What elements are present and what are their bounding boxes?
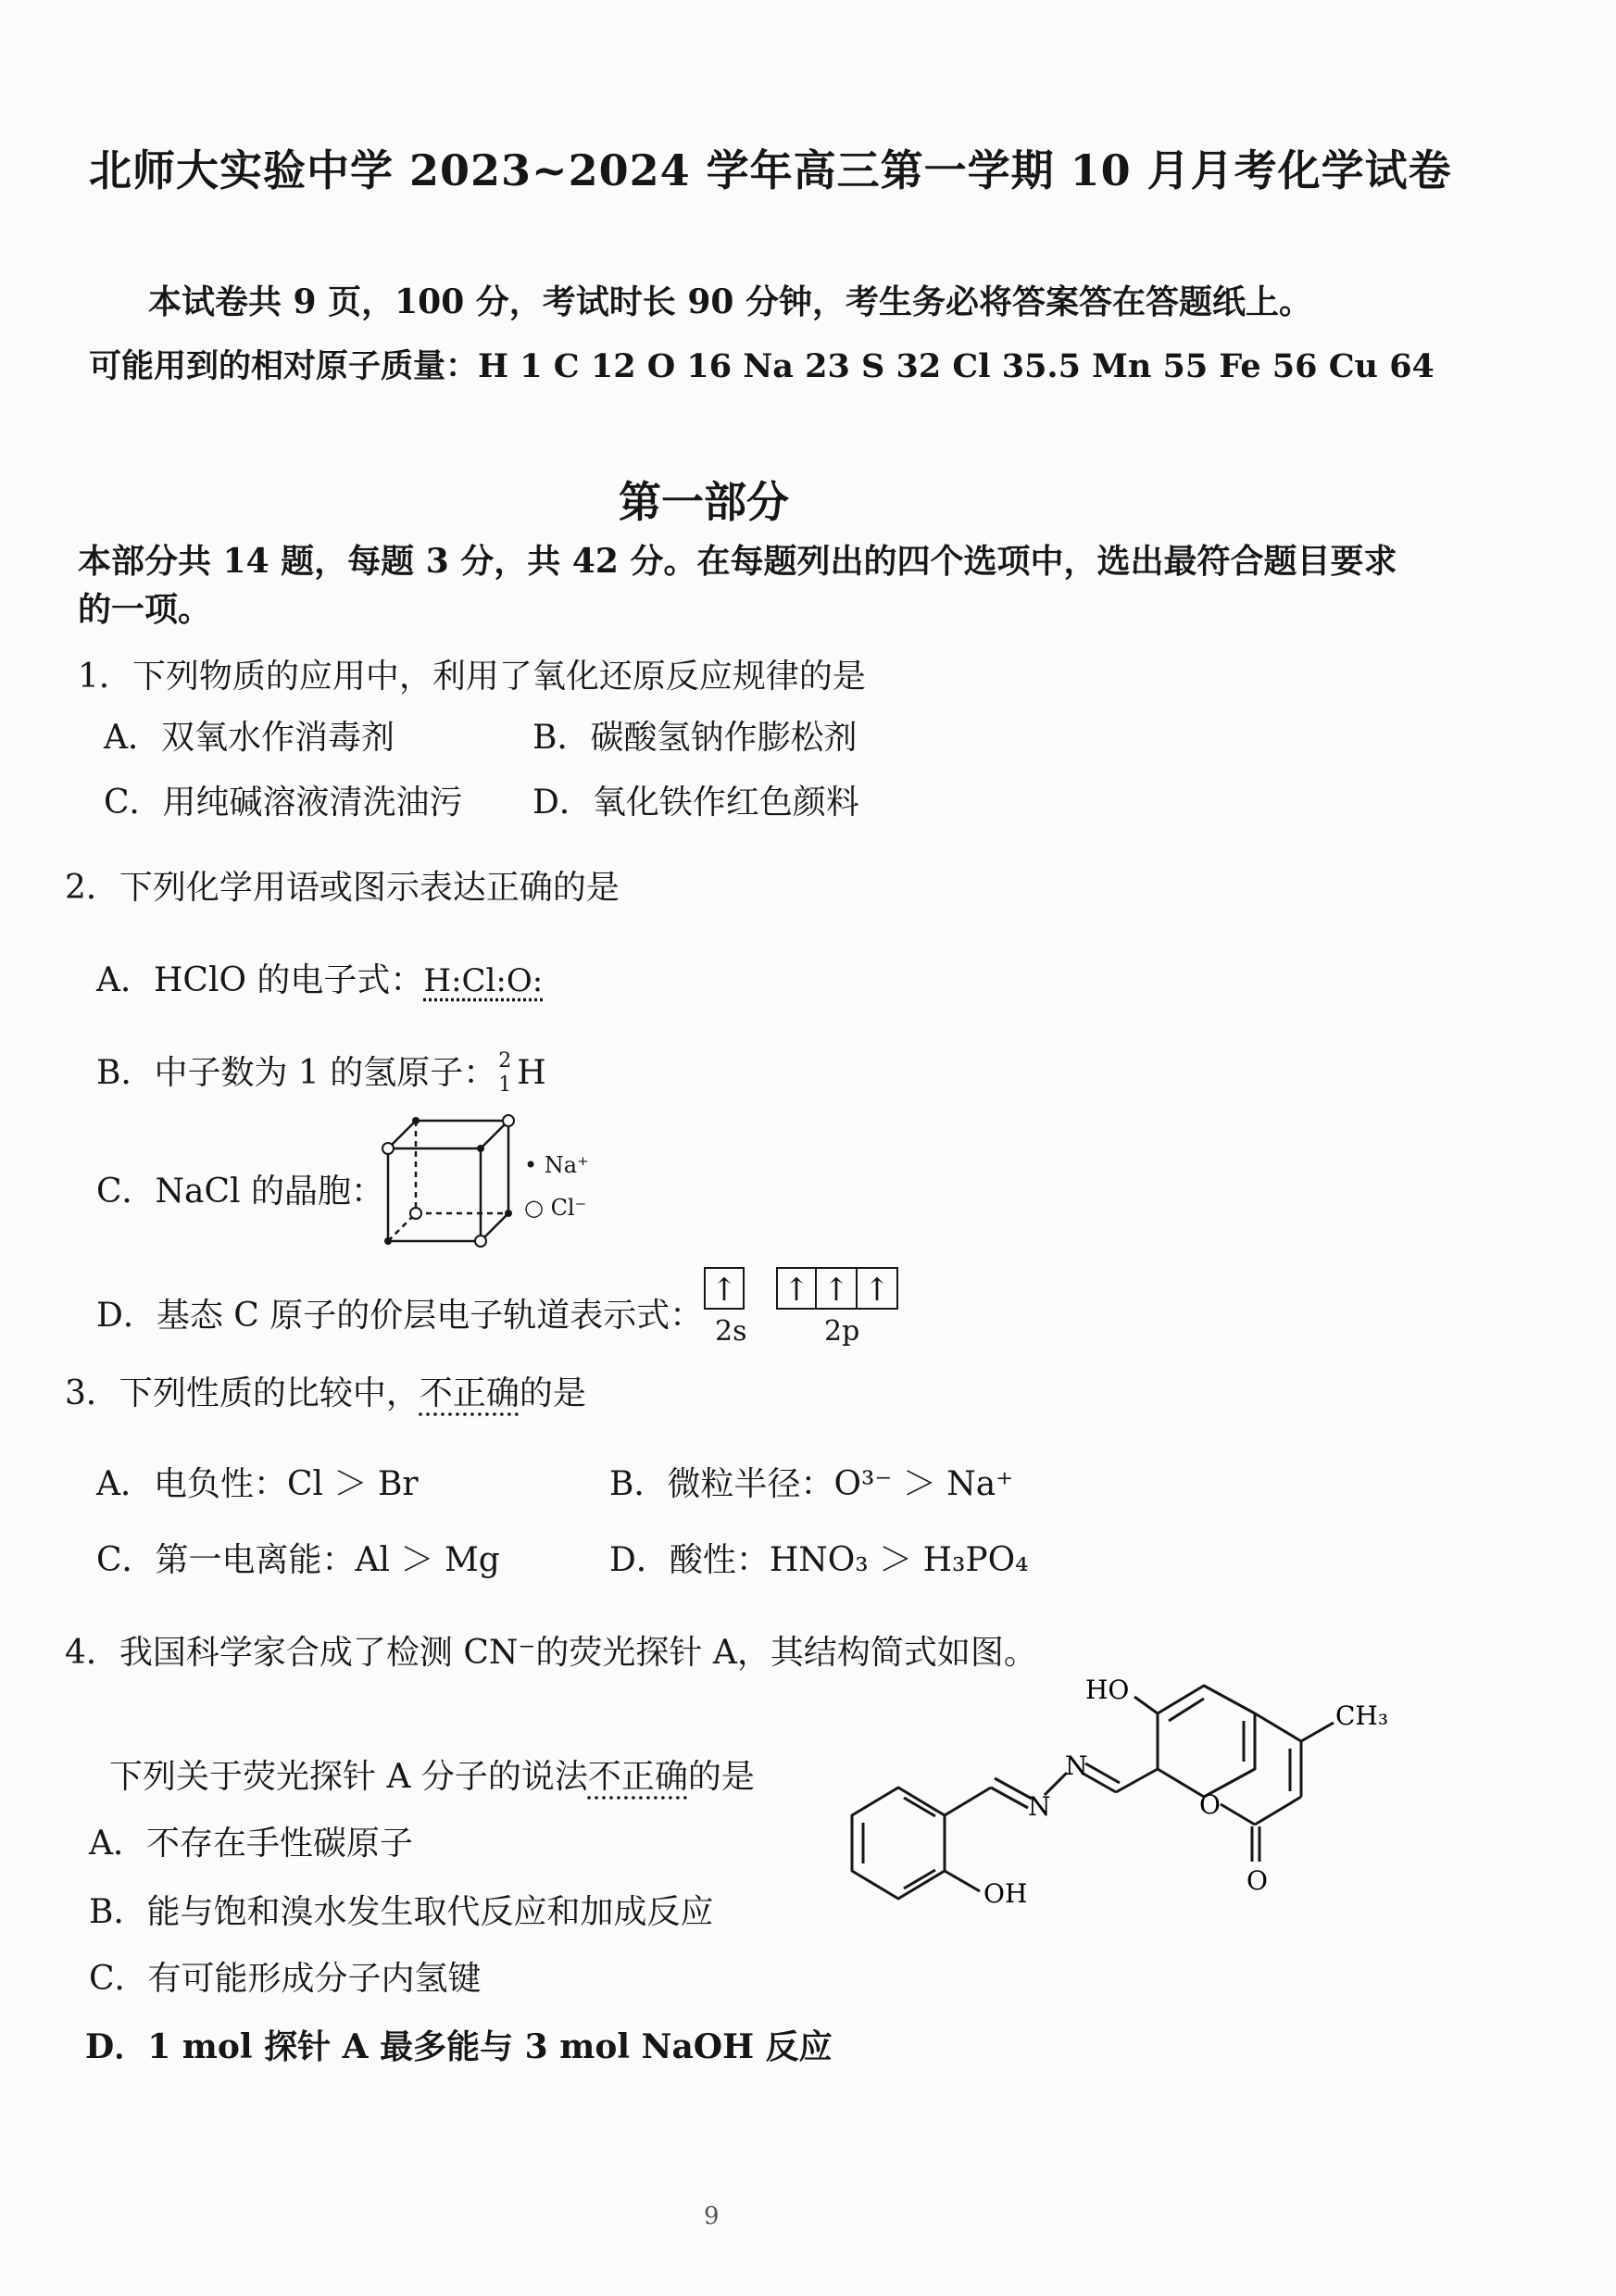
atomic-masses: 可能用到的相对原子质量：H 1 C 12 O 16 Na 23 S 32 Cl 35.5 Mn 55 Fe 56 Cu 64 [89,347,1434,385]
hydrogen-symbol: H [517,1054,546,1092]
bond [1221,1804,1255,1825]
bond-oh [945,1871,980,1891]
q4-substem [109,1750,755,1798]
section-instructions-2: 的一项。 [78,590,212,629]
legend-na: • Na⁺ [524,1152,589,1178]
section-instructions-1: 本部分共 14 题，每题 3 分，共 42 分。在每题列出的四个选项中，选出最符合题目要求 [78,542,1397,581]
orbital-box-2s: ↑ [704,1267,745,1310]
q3-stem-pre: 3．下列性质的比较中， [65,1374,420,1412]
q3-option-a: A．电负性：Cl ＞ Br [96,1465,419,1503]
q4-option-a: A．不存在手性碳原子 [89,1825,413,1863]
q1-option-d: D．氧化铁作红色颜料 [532,784,859,822]
q2-option-c-label: C．NaCl 的晶胞： [96,1173,385,1211]
bond [945,1788,991,1815]
orbital-box-2p: ↑ [817,1267,858,1310]
bond-ho [1134,1697,1158,1713]
q2-option-d-label: D．基态 C 原子的价层电子轨道表示式： [96,1297,704,1335]
atomic-number: 1 [498,1073,512,1097]
bond [1255,1797,1301,1825]
probe-a-structure [833,1676,1408,1964]
bond [1255,1713,1301,1741]
section-heading: 第一部分 [619,477,789,527]
q2-option-a [96,954,543,1001]
page-number: 9 [704,2202,720,2230]
page-title: 北师大实验中学 2023~2024 学年高三第一学期 10 月月考化学试卷 [89,145,1452,195]
na-ion [505,1210,512,1217]
orbital-label-2s: 2s [715,1315,747,1348]
nuclide-notation [496,1049,517,1097]
bond-imine [1085,1763,1120,1783]
cl-ion [475,1236,486,1247]
benzene-ring [852,1788,945,1899]
q1-option-a: A．双氧水作消毒剂 [104,719,395,757]
q4-option-b: B．能与饱和溴水发生取代反应和加成反应 [89,1893,714,1931]
mass-number: 2 [498,1049,512,1073]
hclo-electron-formula: H:Cl:O: [423,962,544,999]
orbital-2s [704,1267,745,1310]
double-bond [1169,1699,1204,1721]
q4-option-c: C．有可能形成分子内氢键 [89,1960,482,1998]
struct-ho-label: HO [1085,1676,1130,1705]
struct-ch3-label: CH₃ [1335,1700,1389,1731]
orbital-box-2p: ↑ [776,1267,817,1310]
q1-option-c: C．用纯碱溶液清洗油污 [104,784,463,822]
q2-option-a-label: A．HClO 的电子式： [96,961,424,999]
q2-option-b [96,1047,546,1097]
q3-stem-post: 的是 [519,1374,586,1412]
q3-stem-emphasis: 不正确 [419,1374,520,1412]
struct-n1-label: N [1028,1791,1051,1822]
q3-stem [65,1367,586,1414]
q4-substem-post: 的是 [687,1758,755,1796]
q2-stem: 2．下列化学用语或图示表达正确的是 [65,869,620,907]
q3-option-c: C．第一电离能：Al ＞ Mg [96,1541,500,1579]
bond-methyl [1301,1723,1334,1741]
q2-option-b-label: B．中子数为 1 的氢原子： [96,1054,497,1092]
orbital-label-2p: 2p [824,1315,860,1348]
nacl-unit-cell-diagram [375,1111,523,1250]
na-ion [412,1117,420,1124]
cl-ion [382,1143,394,1154]
struct-ring-o-label: O [1199,1789,1221,1820]
q3-option-b: B．微粒半径：O³⁻ ＞ Na⁺ [609,1465,1014,1503]
coumarin-benzo-ring [1158,1686,1255,1797]
bond-imine [991,1788,1028,1808]
struct-carbonyl-o-label: O [1246,1865,1268,1896]
cell-front-face [388,1148,481,1241]
q4-option-d: D．1 mol 探针 A 最多能与 3 mol NaOH 反应 [85,2027,833,2066]
orbital-box-2p: ↑ [858,1267,898,1310]
na-ion [384,1237,392,1245]
na-ion [477,1145,484,1152]
exam-notice: 本试卷共 9 页，100 分，考试时长 90 分钟，考生务必将答案答在答题纸上。 [148,282,1312,321]
q4-substem-pre: 下列关于荧光探针 A 分子的说法 [109,1758,588,1796]
q4-substem-emphasis: 不正确 [587,1758,688,1796]
legend-cl: ○ Cl⁻ [524,1195,587,1221]
cl-ion [410,1208,421,1219]
struct-n2-label: N [1065,1750,1088,1781]
q1-option-b: B．碳酸氢钠作膨松剂 [532,719,858,757]
bond-imine [995,1778,1032,1799]
q1-stem: 1．下列物质的应用中，利用了氧化还原反应规律的是 [78,658,866,696]
bond [1116,1769,1158,1792]
struct-oh-label: OH [983,1878,1028,1909]
cl-ion [503,1115,514,1126]
orbital-2p [776,1267,898,1310]
q3-option-d: D．酸性：HNO₃ ＞ H₃PO₄ [609,1541,1029,1579]
q4-stem: 4．我国科学家合成了检测 CN⁻的荧光探针 A，其结构简式如图。 [65,1634,1037,1672]
